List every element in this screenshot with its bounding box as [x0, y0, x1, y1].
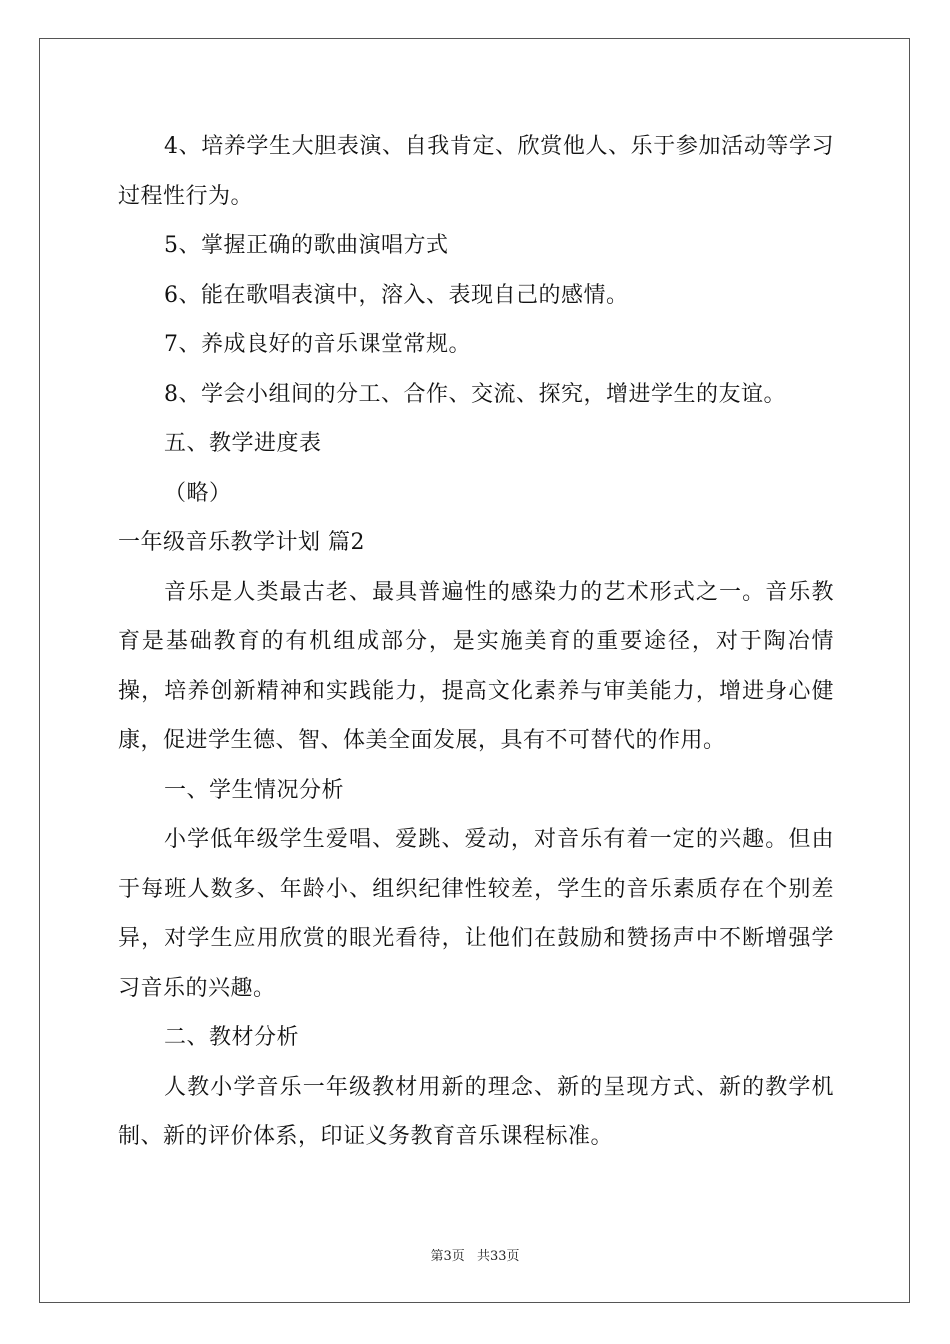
- paragraph-omitted: （略）: [164, 480, 232, 506]
- document-body: [118, 122, 834, 1162]
- article-title: 一年级音乐教学计划 篇2: [118, 530, 365, 555]
- paragraph-goal-6: 6、能在歌唱表演中，溶入、表现自己的感情。: [164, 282, 629, 308]
- page-total: 共33页: [476, 1249, 520, 1264]
- section-heading-textbook: 二、教材分析: [164, 1025, 300, 1050]
- paragraph-goal-4: 4、培养学生大胆表演、自我肯定、欣赏他人、乐于参加活动等学习过程性行为。: [118, 134, 834, 209]
- page-footer: [0, 1245, 950, 1264]
- section-heading-students: 一、学生情况分析: [164, 777, 345, 803]
- paragraph-goal-5: 5、掌握正确的歌曲演唱方式: [164, 233, 449, 258]
- paragraph-students: 小学低年级学生爱唱、爱跳、爱动，对音乐有着一定的兴趣。但由于每班人数多、年龄小、组织纪律性较差，学生的音乐素质存在个别差异，对学生应用欣赏的眼光看待，让他们在鼓励和赞扬声中不断增强学习音乐的兴趣。: [118, 827, 834, 1001]
- section-heading-schedule: 五、教学进度表: [164, 431, 322, 456]
- page-number: 第3页: [430, 1249, 465, 1264]
- paragraph-textbook: 人教小学音乐一年级教材用新的理念、新的呈现方式、新的教学机制、新的评价体系，印证义务教育音乐课程标准。: [118, 1074, 834, 1149]
- paragraph-goal-7: 7、养成良好的音乐课堂常规。: [164, 332, 471, 357]
- paragraph-goal-8: 8、学会小组间的分工、合作、交流、探究，增进学生的友谊。: [164, 381, 786, 407]
- paragraph-intro: 音乐是人类最古老、最具普遍性的感染力的艺术形式之一。音乐教育是基础教育的有机组成部分，是实施美育的重要途径，对于陶冶情操，培养创新精神和实践能力，提高文化素养与审美能力，增进身心健康，促进学生德、智、体美全面发展，具有不可替代的作用。: [118, 579, 834, 753]
